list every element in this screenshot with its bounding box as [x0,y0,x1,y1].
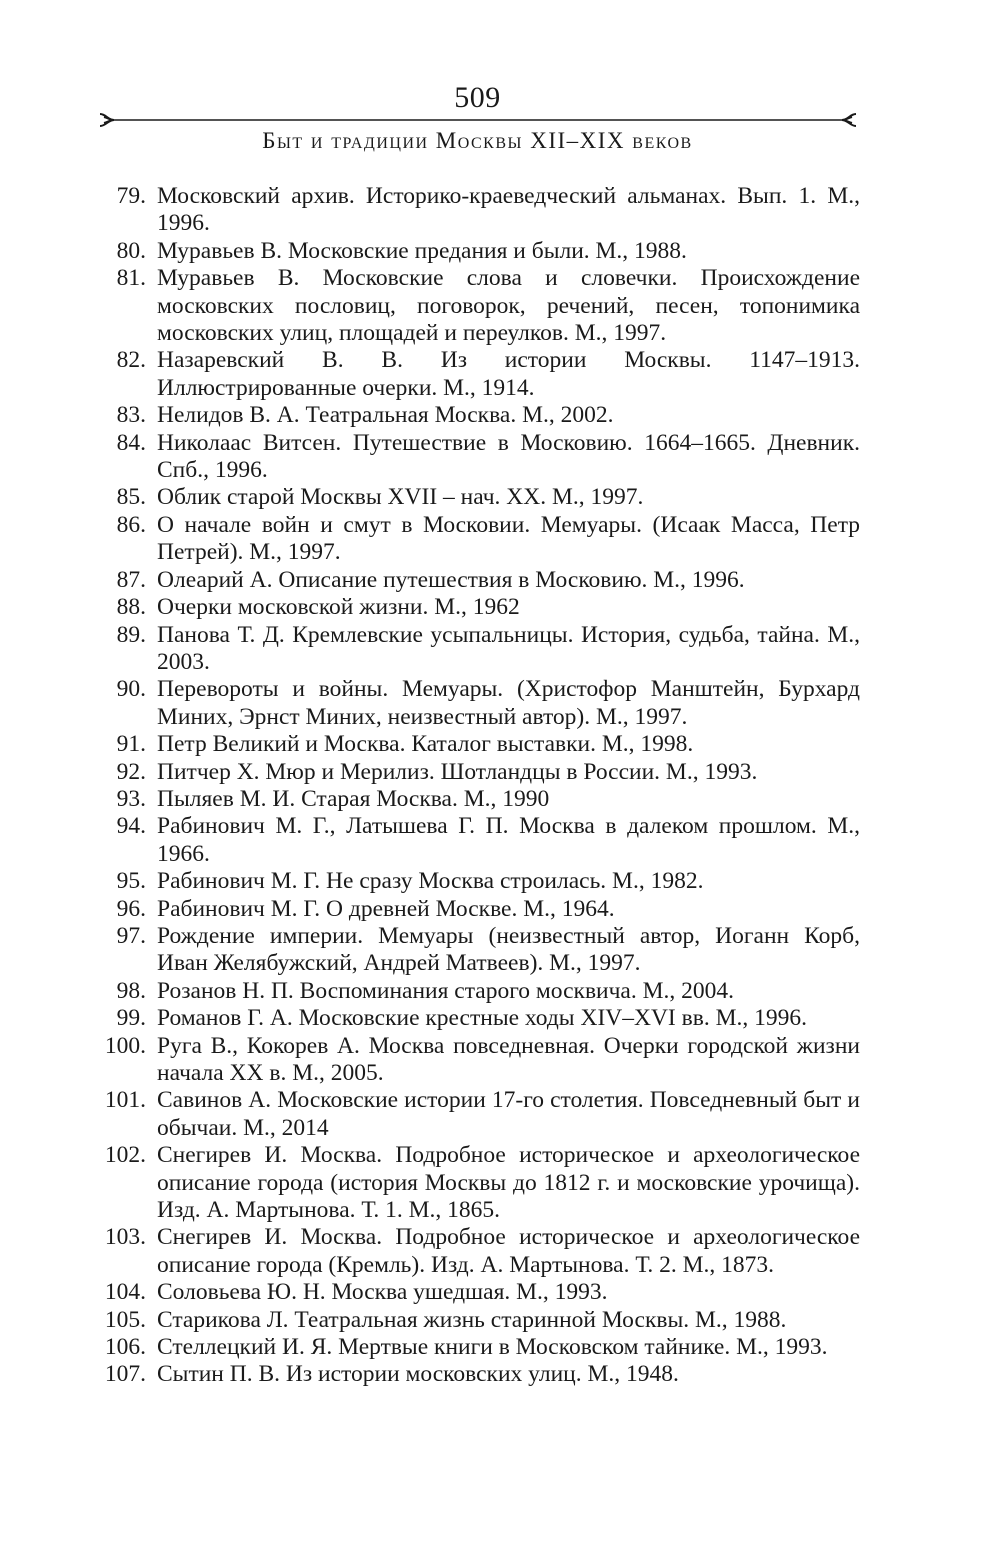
entry-text: Рабинович М. Г. О древней Москве. М., 1964. [157,895,615,922]
page-number: 509 [454,81,501,114]
entry-number: 87. [116,566,146,593]
entry-number: 100. [104,1032,146,1059]
bibliography-entry [100,1005,860,1032]
bibliography-entry [100,512,860,567]
entry-number: 91. [116,731,146,758]
entry-number: 86. [116,511,146,538]
bibliography-entry [100,759,860,786]
entry-text: Муравьев В. Московские слова и словечки. Происхождение московских пословиц, поговорок, речений, песен, топонимика московских улиц, площадей и переулков. М., 1997. [157,265,860,347]
entry-text: О начале войн и смут в Московии. Мемуары. (Исаак Масса, Петр Петрей). М., 1997. [157,511,860,566]
entry-number: 101. [104,1087,146,1114]
bibliography-entry [100,484,860,511]
bibliography-entry [100,238,860,265]
running-title: Быт и традиции Москвы XII–XIX веков [262,128,693,153]
entry-text: Московский архив. Историко-краеведческий альманах. Вып. 1. М., 1996. [157,183,860,237]
entry-text: Панова Т. Д. Кремлевские усыпальницы. История, судьба, тайна. М., 2003. [157,621,860,675]
bibliography-entry [100,923,860,978]
entry-text: Рабинович М. Г. Не сразу Москва строилась. М., 1982. [157,868,704,895]
bibliography-entry [100,868,860,895]
entry-text: Питчер Х. Мюр и Мерилиз. Шотландцы в России. М., 1993. [157,758,758,785]
entry-text: Олеарий А. Описание путешествия в Московию. М., 1996. [157,566,745,593]
entry-number: 98. [116,977,146,1004]
bibliography-entry [100,1361,860,1388]
entry-text: Старикова Л. Театральная жизнь старинной Москвы. М., 1988. [157,1306,787,1333]
entry-text: Руга В., Кокорев А. Москва повседневная. Очерки городской жизни начала XX в. М., 2005. [157,1032,860,1086]
entry-number: 79. [116,183,146,209]
entry-number: 95. [116,868,146,895]
entry-text: Муравьев В. Московские предания и были. М., 1988. [157,237,687,264]
bibliography-entry [100,402,860,429]
entry-text: Снегирев И. Москва. Подробное историческое и археологическое описание города (история Москвы до 1812 г. и московские урочища). Изд. А. Мартынова. Т. 1. М., 1865. [157,1142,860,1224]
entry-text: Перевороты и войны. Мемуары. (Христофор Манштейн, Бурхард Миних, Эрнст Миних, неизвестный автор). М., 1997. [157,676,860,730]
entry-number: 107. [104,1361,146,1388]
entry-number: 82. [116,347,146,374]
bibliography-entry [100,978,860,1005]
entry-number: 99. [116,1005,146,1032]
entry-text: Нелидов В. А. Театральная Москва. М., 2002. [157,402,614,429]
bibliography-entry [100,896,860,923]
entry-number: 105. [104,1306,146,1333]
entry-text: Николаас Витсен. Путешествие в Московию. 1664–1665. Дневник. Спб., 1996. [157,429,860,484]
entry-number: 97. [116,922,146,949]
bibliography-entry [100,1279,860,1306]
entry-number: 80. [116,237,146,264]
bibliography-entry [100,731,860,758]
bibliography-entry [100,676,860,731]
bibliography-entry [100,567,860,594]
entry-text: Романов Г. А. Московские крестные ходы XIV–XVI вв. М., 1996. [157,1005,807,1032]
entry-number: 103. [104,1224,146,1251]
entry-text: Очерки московской жизни. М., 1962 [157,594,520,621]
bibliography-entry [100,1224,860,1279]
entry-text: Стеллецкий И. Я. Мертвые книги в Московском тайнике. М., 1993. [157,1334,828,1361]
entry-number: 89. [116,621,146,648]
entry-text: Облик старой Москвы XVII – нач. XX. М., 1997. [157,484,644,511]
bibliography-entry [100,1142,860,1224]
entry-number: 94. [116,813,146,840]
bibliography-entry [100,347,860,402]
entry-text: Рабинович М. Г., Латышева Г. П. Москва в далеком прошлом. М., 1966. [157,813,860,867]
bibliography-entry [100,813,860,868]
entry-text: Сытин П. В. Из истории московских улиц. М., 1948. [157,1361,679,1388]
bibliography-entry [100,430,860,485]
entry-text: Савинов А. Московские истории 17-го столетия. Повседневный быт и обычаи. М., 2014 [157,1087,860,1141]
bibliography-entry [100,786,860,813]
right-flourish-icon [842,114,856,126]
left-flourish-icon [100,114,114,126]
entry-text: Рождение империи. Мемуары (неизвестный автор, Иоганн Корб, Иван Желябужский, Андрей Матвеев). М., 1997. [157,922,860,977]
entry-number: 81. [116,265,146,292]
entry-text: Назаревский В. В. Из истории Москвы. 1147–1913. Иллюстрированные очерки. М., 1914. [157,347,860,401]
entry-number: 84. [116,429,146,456]
bibliography-entry [100,265,860,347]
entry-number: 88. [116,594,146,621]
bibliography-entry [100,1033,860,1088]
bibliography-entry [100,1087,860,1142]
bibliography-entry [100,594,860,621]
entry-text: Снегирев И. Москва. Подробное историческое и археологическое описание города (Кремль). Изд. А. Мартынова. Т. 2. М., 1873. [157,1224,860,1278]
entry-text: Соловьева Ю. Н. Москва ушедшая. М., 1993. [157,1279,608,1306]
entry-text: Петр Великий и Москва. Каталог выставки. М., 1998. [157,731,694,758]
entry-number: 85. [116,484,146,511]
entry-number: 104. [104,1279,146,1306]
bibliography-list [100,183,860,1389]
entry-text: Пыляев М. И. Старая Москва. М., 1990 [157,785,550,812]
entry-number: 96. [116,895,146,922]
entry-number: 83. [116,402,146,429]
entry-number: 90. [116,676,146,703]
entry-text: Розанов Н. П. Воспоминания старого москвича. М., 2004. [157,977,735,1004]
entry-number: 106. [104,1334,146,1361]
bibliography-entry [100,1307,860,1334]
entry-number: 92. [116,758,146,785]
bibliography-entry [100,1334,860,1361]
bibliography-entry [100,183,860,238]
bibliography-entry [100,622,860,677]
entry-number: 93. [116,785,146,812]
entry-number: 102. [104,1142,146,1169]
